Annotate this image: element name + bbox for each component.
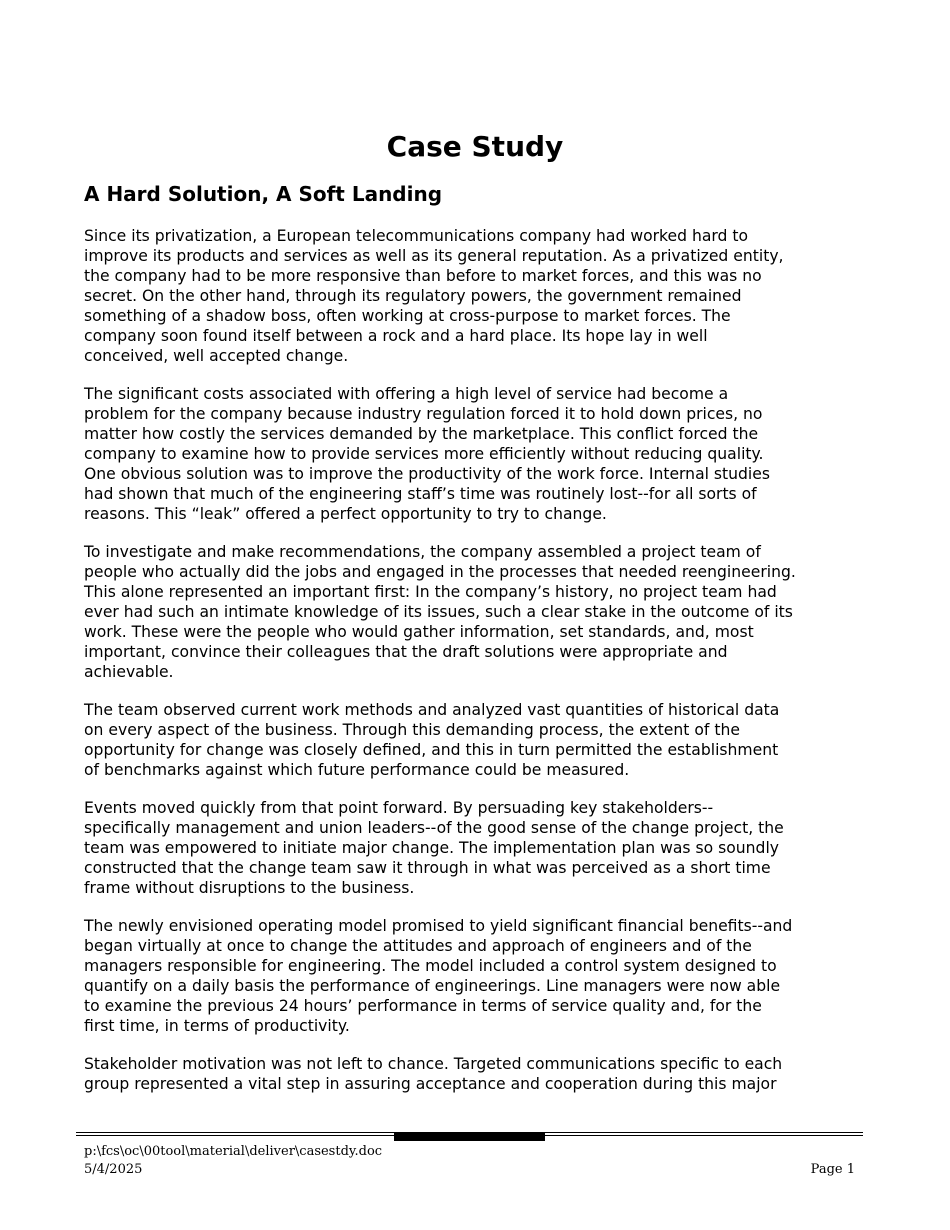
paragraph-line: The team observed current work methods and analyzed vast quantities of historical data [84, 701, 780, 719]
body-paragraph [84, 542, 874, 682]
paragraph-line: To investigate and make recommendations, the company assembled a project team of [84, 543, 761, 561]
paragraph-line: had shown that much of the engineering staff’s time was routinely lost--for all sorts of [84, 485, 757, 503]
paragraph-line: group represented a vital step in assuring acceptance and cooperation during this major [84, 1075, 777, 1093]
paragraph-line: company soon found itself between a rock and a hard place. Its hope lay in well [84, 327, 708, 345]
document-subtitle: A Hard Solution, A Soft Landing [84, 182, 443, 206]
paragraph-line: secret. On the other hand, through its regulatory powers, the government remained [84, 287, 742, 305]
paragraph-line: Stakeholder motivation was not left to chance. Targeted communications specific to each [84, 1055, 783, 1073]
body-paragraph [84, 916, 874, 1036]
paragraph-line: first time, in terms of productivity. [84, 1017, 350, 1035]
paragraph-line: Events moved quickly from that point forward. By persuading key stakeholders-- [84, 799, 714, 817]
paragraph-line: team was empowered to initiate major change. The implementation plan was so soundly [84, 839, 780, 857]
body-paragraph [84, 1054, 874, 1094]
paragraph-line: the company had to be more responsive than before to market forces, and this was no [84, 267, 762, 285]
paragraph-line: opportunity for change was closely defined, and this in turn permitted the establishment [84, 741, 779, 759]
paragraph-line: achievable. [84, 663, 174, 681]
paragraph-line: people who actually did the jobs and engaged in the processes that needed reengineering. [84, 563, 796, 581]
paragraph-line: company to examine how to provide services more efficiently without reducing quality. [84, 445, 764, 463]
body-paragraph [84, 384, 874, 524]
paragraph-line: ever had such an intimate knowledge of its issues, such a clear stake in the outcome of its [84, 603, 793, 621]
paragraph-line: reasons. This “leak” offered a perfect opportunity to try to change. [84, 505, 607, 523]
paragraph-line: managers responsible for engineering. The model included a control system designed to [84, 957, 777, 975]
paragraph-line: quantify on a daily basis the performance of engineerings. Line managers were now able [84, 977, 781, 995]
paragraph-line: The significant costs associated with offering a high level of service had become a [84, 385, 729, 403]
paragraph-line: to examine the previous 24 hours’ performance in terms of service quality and, for the [84, 997, 762, 1015]
paragraph-line: matter how costly the services demanded by the marketplace. This conflict forced the [84, 425, 759, 443]
paragraph-line: something of a shadow boss, often working at cross-purpose to market forces. The [84, 307, 731, 325]
document-title: Case Study [386, 130, 564, 163]
paragraph-line: Since its privatization, a European telecommunications company had worked hard to [84, 227, 749, 245]
paragraph-line: One obvious solution was to improve the productivity of the work force. Internal studies [84, 465, 770, 483]
footer-center-bar [394, 1133, 545, 1141]
paragraph-line: specifically management and union leaders--of the good sense of the change project, the [84, 819, 784, 837]
footer-date: 5/4/2025 [84, 1162, 143, 1177]
paragraph-line: constructed that the change team saw it through in what was perceived as a short time [84, 859, 771, 877]
document-body [84, 226, 874, 1112]
footer-file-path: p:\fcs\oc\00tool\material\deliver\casestdy.doc [84, 1144, 383, 1159]
paragraph-line: important, convince their colleagues that the draft solutions were appropriate and [84, 643, 728, 661]
paragraph-line: This alone represented an important first: In the company’s history, no project team had [84, 583, 777, 601]
body-paragraph [84, 226, 874, 366]
paragraph-line: began virtually at once to change the attitudes and approach of engineers and of the [84, 937, 752, 955]
paragraph-line: on every aspect of the business. Through this demanding process, the extent of the [84, 721, 740, 739]
body-paragraph [84, 700, 874, 780]
paragraph-line: problem for the company because industry regulation forced it to hold down prices, no [84, 405, 763, 423]
paragraph-line: The newly envisioned operating model promised to yield significant financial benefits--and [84, 917, 793, 935]
paragraph-line: frame without disruptions to the business. [84, 879, 415, 897]
paragraph-line: of benchmarks against which future performance could be measured. [84, 761, 630, 779]
paragraph-line: improve its products and services as well as its general reputation. As a privatized entity, [84, 247, 784, 265]
body-paragraph [84, 798, 874, 898]
paragraph-line: conceived, well accepted change. [84, 347, 349, 365]
footer-page-number: Page 1 [810, 1162, 855, 1177]
paragraph-line: work. These were the people who would gather information, set standards, and, most [84, 623, 754, 641]
